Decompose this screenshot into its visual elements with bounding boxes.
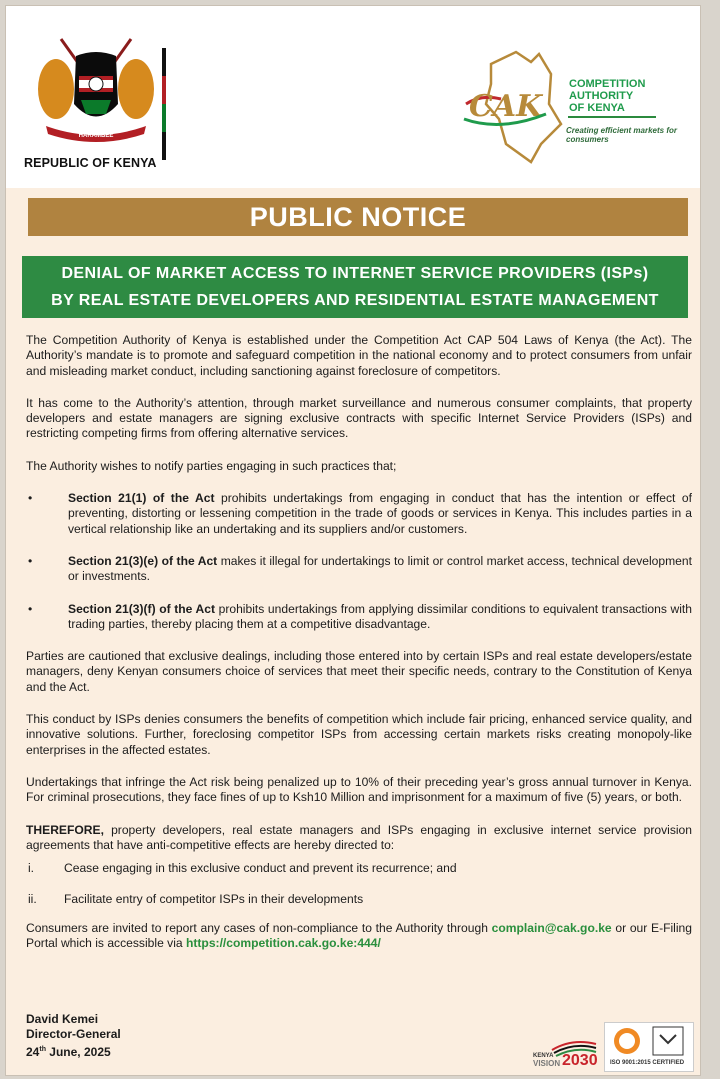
- bullet-icon: •: [28, 601, 33, 616]
- cak-divider: [568, 116, 656, 118]
- bullet-icon: •: [28, 553, 33, 568]
- cak-logo-letters: CAK: [469, 89, 543, 124]
- directive-paragraph: [26, 823, 692, 854]
- section-text: prohibits undertakings from applying dissimilar conditions to equivalent transactions with trading parties, thereby placing them at a competitive disadvantage.: [68, 601, 692, 631]
- letterhead: [6, 6, 700, 188]
- caution-paragraph: Parties are cautioned that exclusive dealings, including those entered into by certain ISPs and real estate developers/estate managers, deny Kenyan consumers choice of services that meet their specific needs, contrary to the Constitution of Kenya and the Act.: [26, 649, 692, 694]
- cak-organisation-name: [569, 78, 645, 114]
- list-item: [26, 861, 692, 876]
- bullet-icon: •: [28, 491, 33, 506]
- directive-item-text: Cease engaging in this exclusive conduct and prevent its recurrence; and: [64, 861, 457, 876]
- cak-name-line1: COMPETITION: [569, 78, 646, 90]
- signature-block: [26, 1012, 121, 1060]
- notice-headline: [22, 256, 688, 318]
- cak-name-line2: AUTHORITY: [569, 90, 634, 102]
- list-item: [26, 554, 692, 585]
- kenya-coat-of-arms-icon: [26, 34, 166, 154]
- republic-of-kenya-label: REPUBLIC OF KENYA: [24, 156, 157, 170]
- vision-year-label: 2030: [562, 1052, 598, 1069]
- notice-sheet: [5, 5, 701, 1076]
- list-item: [26, 491, 692, 537]
- certification-seals-icon: [605, 1023, 693, 1059]
- list-item: [26, 892, 692, 907]
- complaint-email-link[interactable]: complain@cak.go.ke: [491, 920, 612, 935]
- intro-paragraph: The Competition Authority of Kenya is established under the Competition Act CAP 504 Laws of Kenya (the Act). The Authority’s mandate is to promote and safeguard competition in the national economy and to protect consumers from unfair and misleading market conduct, including sanctioning against foreclosure of competitors.: [26, 333, 692, 378]
- date-day: 24: [26, 1045, 40, 1059]
- cak-map-logo-icon: [461, 44, 571, 164]
- date-rest: June, 2025: [45, 1045, 111, 1059]
- notify-paragraph: The Authority wishes to notify parties engaging in such practices that;: [26, 458, 397, 473]
- headline-line1: DENIAL OF MARKET ACCESS TO INTERNET SERVICE PROVIDERS (ISPs): [61, 265, 649, 282]
- iso-certified-label: ISO 9001:2015 CERTIFIED: [610, 1060, 685, 1066]
- date-suffix: th: [39, 1046, 46, 1053]
- list-number: ii.: [28, 892, 37, 907]
- section-text: makes it illegal for undertakings to limit or control market access, technical development or investments.: [68, 553, 692, 584]
- signatory-name: David Kemei: [26, 1012, 99, 1026]
- signatory-title: Director-General: [26, 1027, 121, 1041]
- directive-item-text: Facilitate entry of competitor ISPs in their developments: [64, 892, 364, 907]
- section-reference: Section 21(1) of the Act: [68, 491, 215, 506]
- report-text-start: Consumers are invited to report any cases of non-compliance to the Authority through: [26, 920, 492, 935]
- headline-line2: BY REAL ESTATE DEVELOPERS AND RESIDENTIAL ESTATE MANAGEMENT: [51, 292, 659, 309]
- flag-stripe-icon: [162, 48, 166, 160]
- directive-text: property developers, real estate managers and ISPs engaging in exclusive internet service provision agreements that have anti-competitive effects are hereby directed to:: [26, 822, 692, 852]
- report-paragraph: [26, 921, 692, 952]
- vision-kenya-label: KENYA: [533, 1053, 554, 1059]
- section-reference: Section 21(3)(e) of the Act: [68, 553, 218, 568]
- notice-body: [26, 333, 692, 968]
- concern-paragraph: It has come to the Authority’s attention, through market surveillance and numerous consumer complaints, that property developers and estate managers are signing exclusive contracts with specific Internet Service Providers (ISPs) and restricting competing firms from offering alternative services.: [26, 395, 692, 441]
- penalty-paragraph: Undertakings that infringe the Act risk being penalized up to 10% of their preceding year’s gross annual turnover in Kenya. For criminal prosecutions, they face fines of up to Ksh10 Million and imprisonment for a maximum of five (5) years, or both.: [26, 774, 692, 805]
- public-notice-banner: PUBLIC NOTICE: [28, 198, 688, 236]
- efiling-portal-link[interactable]: https://competition.cak.go.ke:444/: [185, 936, 381, 951]
- cak-name-line3: OF KENYA: [569, 102, 625, 114]
- report-text-mid: or our E-Filing Portal which is accessible via: [26, 920, 692, 951]
- cak-tagline: Creating efficient markets for consumers: [566, 126, 677, 144]
- conduct-paragraph: This conduct by ISPs denies consumers the benefits of competition which include fair pricing, enhanced service quality, and innovative solutions. Further, foreclosing competitor ISPs from accessing certain markets risks creating monopoly-like enterprises in the affected estates.: [26, 712, 692, 757]
- vision-word-label: VISION: [533, 1059, 561, 1068]
- notice-date: [26, 1042, 121, 1060]
- crest-motto: HARAMBEE: [78, 133, 114, 139]
- therefore-label: THEREFORE,: [26, 822, 104, 837]
- section-text: prohibits undertakings from engaging in conduct that has the intention or effect of preventing, distorting or lessening competition in the trade of goods or services in Kenya. This includes parties in a vertical relationship like an undertaking and its suppliers and/or customers.: [68, 491, 692, 536]
- list-number: i.: [28, 861, 35, 876]
- section-reference: Section 21(3)(f) of the Act: [68, 601, 215, 616]
- list-item: [26, 602, 692, 633]
